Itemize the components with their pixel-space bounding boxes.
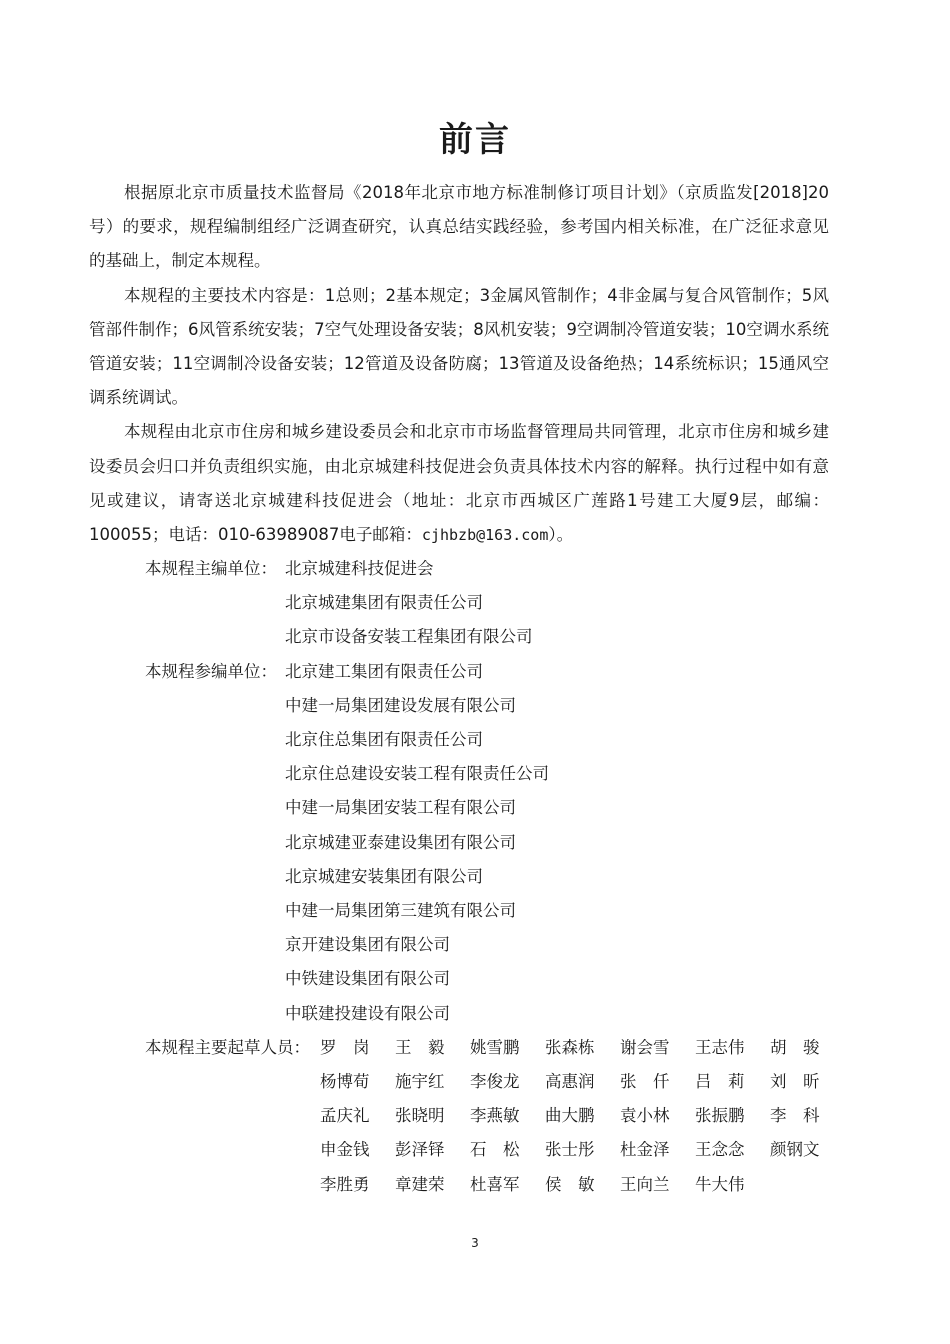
paragraph-basis: 根据原北京市质量技术监督局《2018年北京市地方标准制修订项目计划》（京质监发[2018]20号）的要求，规程编制组经广泛调查研究，认真总结实践经验，参考国内相关标准，在广泛征求意见的基础上，制定本规程。	[89, 183, 829, 271]
drafter-name: 李 科	[770, 1106, 820, 1126]
drafter-name: 石 松	[470, 1140, 520, 1160]
participating-unit-item: 北京城建亚泰建设集团有限公司	[285, 832, 516, 852]
drafter-name: 刘 昕	[770, 1072, 820, 1092]
units-section	[145, 552, 845, 1202]
participating-units-list	[285, 655, 549, 1031]
drafter-name: 王向兰	[620, 1174, 670, 1194]
participating-units-group	[145, 655, 845, 1031]
drafter-name: 张晓明	[395, 1106, 445, 1126]
drafter-name: 施宇红	[395, 1072, 445, 1092]
drafter-name: 张 仟	[620, 1072, 670, 1092]
drafter-name: 李俊龙	[470, 1072, 520, 1092]
chief-units-list	[285, 552, 533, 655]
drafter-name: 张振鹏	[695, 1106, 745, 1126]
drafter-name: 孟庆礼	[320, 1106, 370, 1126]
chief-unit-item: 北京城建集团有限责任公司	[285, 593, 483, 613]
email-address: cjhbzb@163.com	[421, 526, 549, 545]
drafter-name: 杜喜军	[470, 1174, 520, 1194]
drafter-name: 王念念	[695, 1140, 745, 1160]
drafter-name: 吕 莉	[695, 1072, 745, 1092]
page-title: 前言	[439, 120, 511, 160]
drafter-name: 王志伟	[695, 1037, 745, 1057]
drafter-name: 彭泽铎	[395, 1140, 445, 1160]
participating-unit-item: 北京建工集团有限责任公司	[285, 661, 483, 681]
participating-unit-item: 北京住总建设安装工程有限责任公司	[285, 764, 549, 784]
chief-units-label: 本规程主编单位：	[145, 559, 277, 578]
paragraph-technical-contents: 本规程的主要技术内容是：1总则；2基本规定；3金属风管制作；4非金属与复合风管制作；5风管部件制作；6风管系统安装；7空气处理设备安装；8风机安装；9空调制冷管道安装；10空调水系统管道安装；11空调制冷设备安装；12管道及设备防腐；13管道及设备绝热；14系统标识；15通风空调系统调试。	[89, 285, 829, 408]
chief-unit-item: 北京城建科技促进会	[285, 559, 434, 578]
participating-unit-item: 中建一局集团建设发展有限公司	[285, 695, 516, 715]
drafter-name: 张士彤	[545, 1140, 595, 1160]
drafter-name: 罗 岗	[320, 1037, 370, 1057]
page-number: 3	[471, 1236, 479, 1250]
participating-units-label: 本规程参编单位：	[145, 661, 277, 681]
management-text-end: ）。	[548, 525, 574, 545]
participating-unit-item: 中建一局集团安装工程有限公司	[285, 798, 516, 818]
management-text: 本规程由北京市住房和城乡建设委员会和北京市市场监督管理局共同管理，北京市住房和城乡建设委员会归口并负责组织实施，由北京城建科技促进会负责具体技术内容的解释。执行过程中如有意见或建议，请寄送北京城建科技促进会（地址：北京市西城区广莲路1号建工大厦9层，邮编：100055；电话：010-63989087电子邮箱：	[89, 422, 829, 545]
drafter-name: 张森栋	[545, 1037, 595, 1057]
drafter-name: 杜金泽	[620, 1140, 670, 1160]
drafter-name: 曲大鹏	[545, 1106, 595, 1126]
chief-unit-item: 北京市设备安装工程集团有限公司	[285, 627, 533, 647]
drafter-name: 颜钢文	[770, 1140, 820, 1160]
drafters-label: 本规程主要起草人员：	[145, 1037, 310, 1057]
paragraph-management	[89, 415, 829, 552]
drafter-name: 谢会雪	[620, 1037, 670, 1057]
participating-unit-item: 中铁建设集团有限公司	[285, 969, 450, 989]
drafter-name: 侯 敏	[545, 1174, 595, 1194]
drafter-name: 申金钱	[320, 1140, 370, 1160]
participating-unit-item: 中建一局集团第三建筑有限公司	[285, 901, 516, 921]
drafter-name: 袁小林	[620, 1106, 670, 1126]
preface-body	[89, 176, 829, 552]
drafter-name: 王 毅	[395, 1037, 445, 1057]
participating-unit-item: 北京住总集团有限责任公司	[285, 730, 483, 750]
drafter-name: 牛大伟	[695, 1174, 745, 1194]
drafter-name: 章建荣	[395, 1174, 445, 1194]
drafter-name: 高惠润	[545, 1072, 595, 1092]
drafters-group	[145, 1031, 845, 1202]
drafter-name: 胡 骏	[770, 1037, 820, 1057]
drafter-name: 李燕敏	[470, 1106, 520, 1126]
participating-unit-item: 中联建投建设有限公司	[285, 1003, 450, 1023]
participating-unit-item: 京开建设集团有限公司	[285, 935, 450, 955]
drafter-name: 李胜勇	[320, 1174, 370, 1194]
drafter-name: 杨博荀	[320, 1072, 370, 1092]
chief-units-group	[145, 552, 845, 655]
participating-unit-item: 北京城建安装集团有限公司	[285, 866, 483, 886]
drafters-grid	[320, 1031, 845, 1202]
drafter-name: 姚雪鹏	[470, 1037, 520, 1057]
